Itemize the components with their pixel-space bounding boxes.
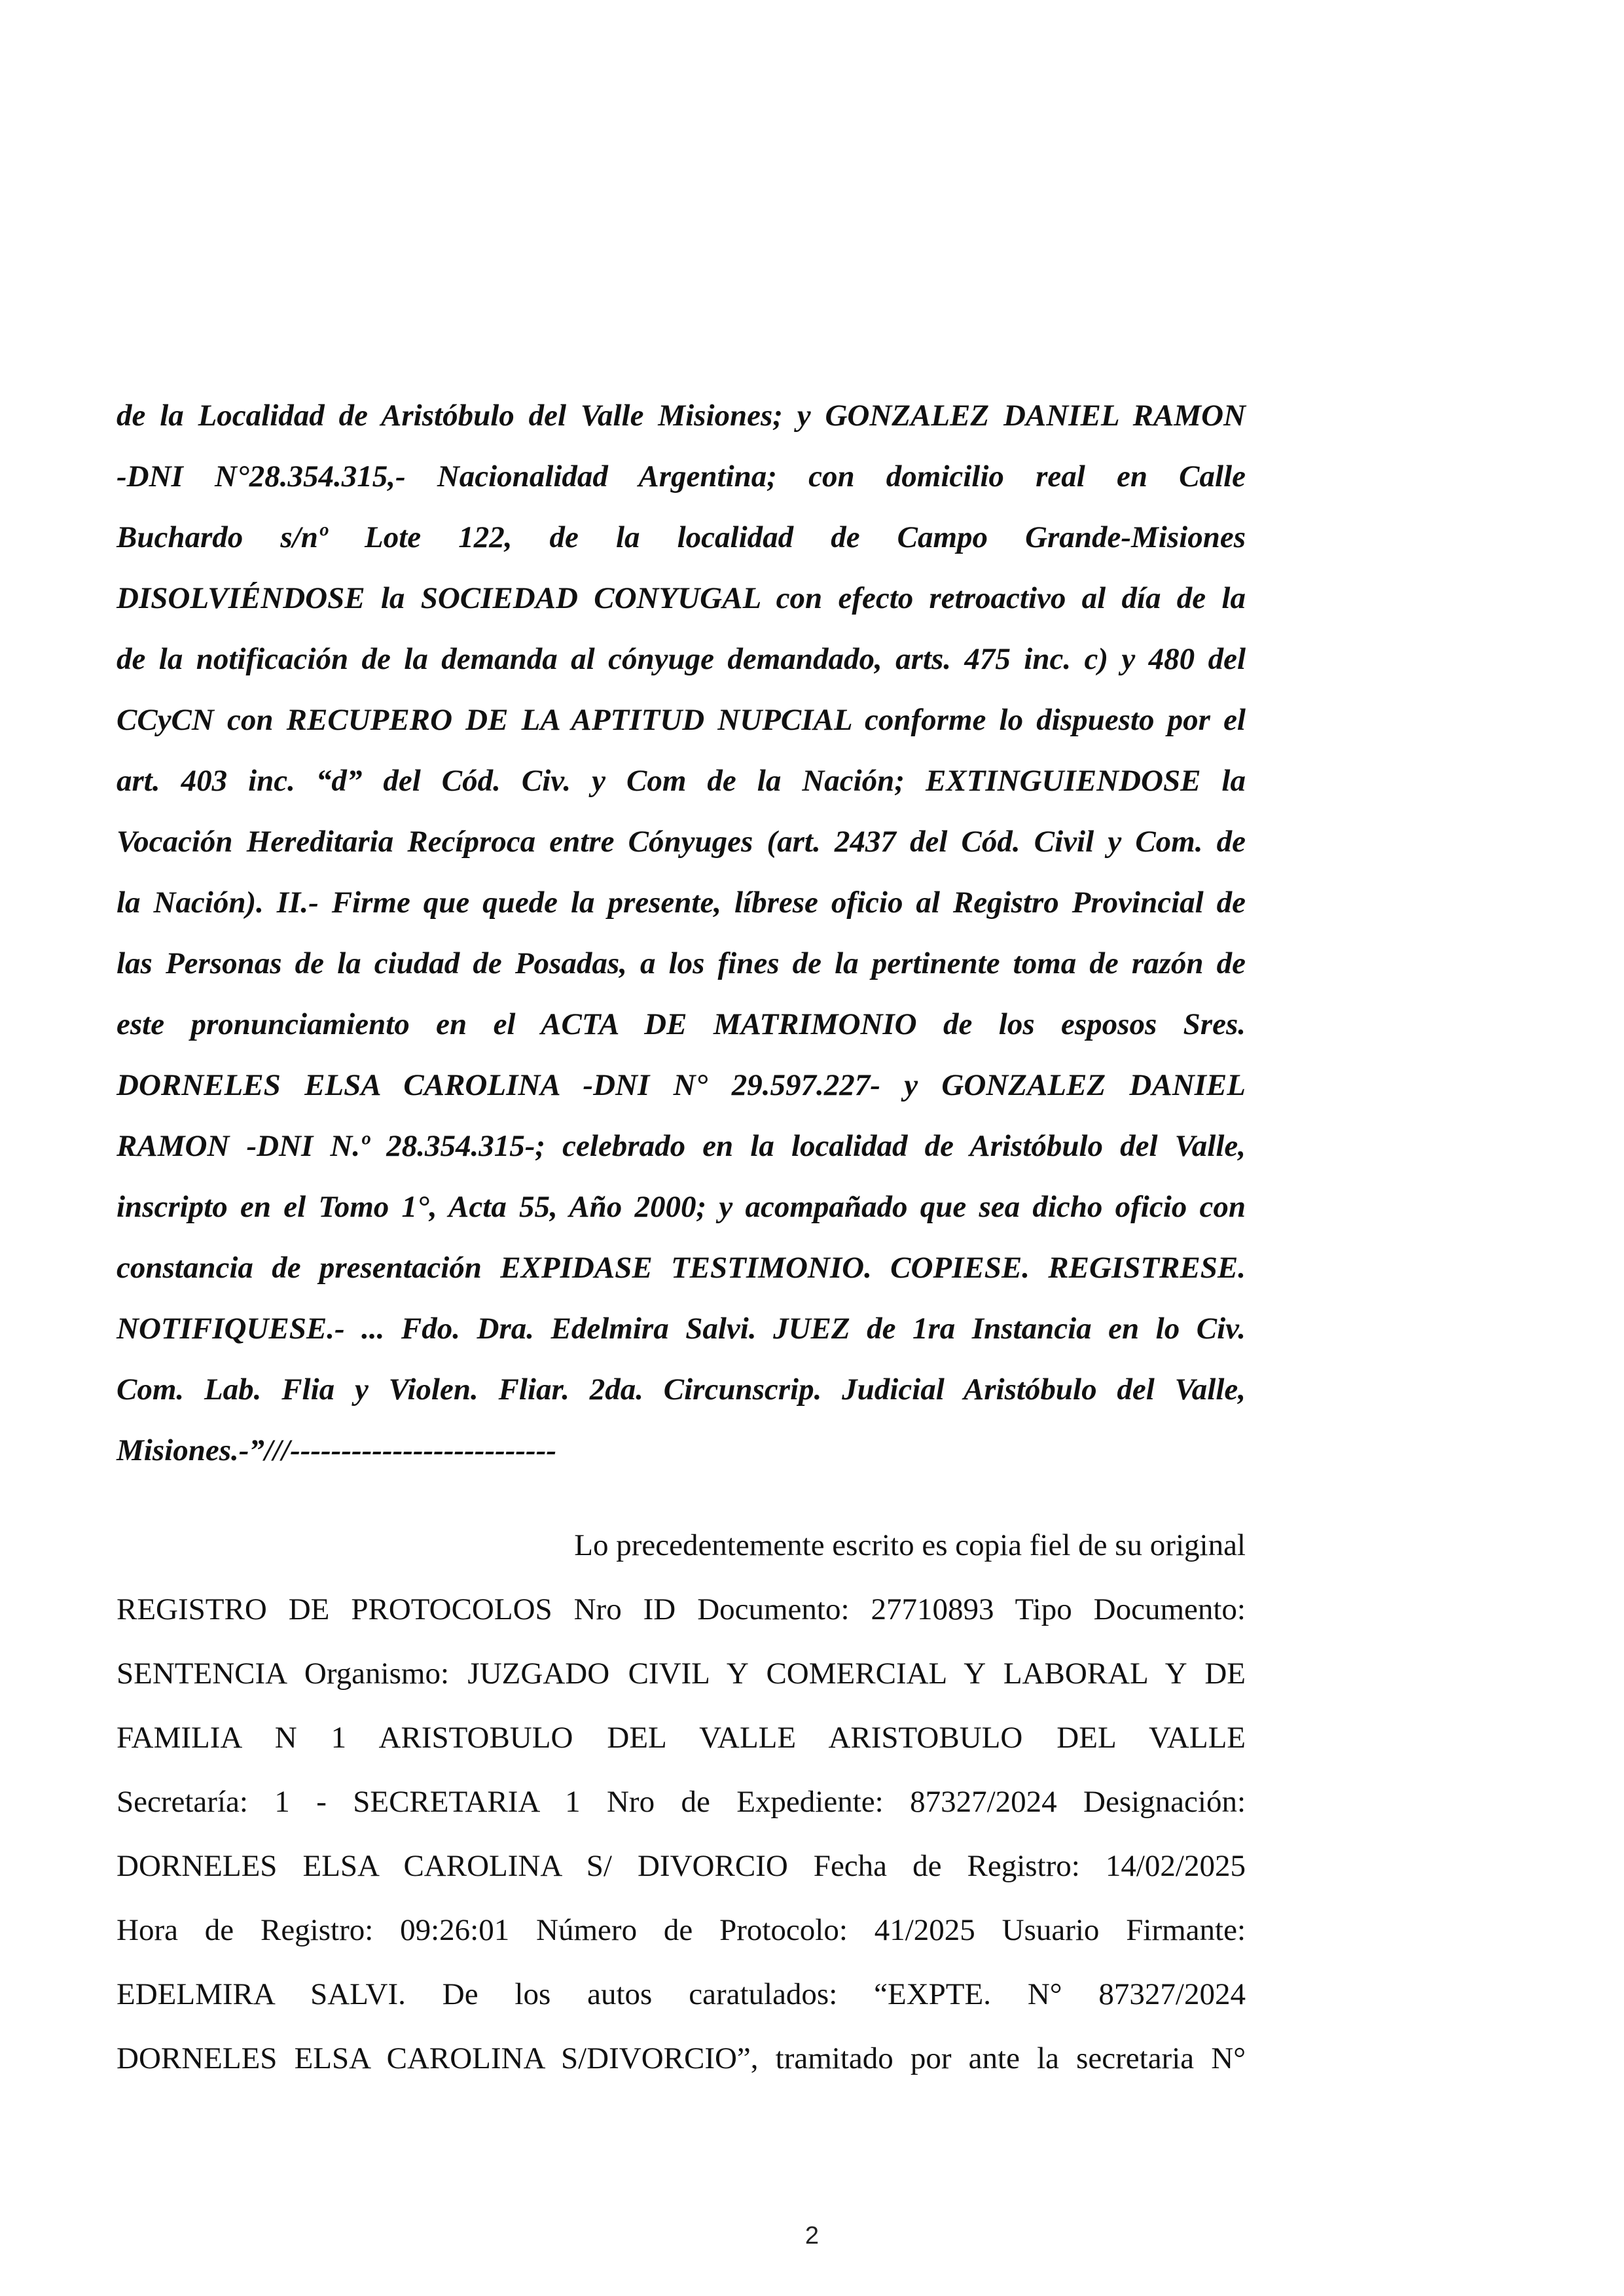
text-line: NOTIFIQUESE.- ... Fdo. Dra. Edelmira Salvi. JUEZ de 1ra Instancia en lo Civ. [117,1312,1246,1346]
text-line: este pronunciamiento en el ACTA DE MATRIMONIO de los esposos Sres. [117,1007,1246,1041]
text-line: Misiones.-”///-------------------------- [117,1433,556,1467]
text-line: EDELMIRA SALVI. De los autos caratulados: “EXPTE. N° 87327/2024 [117,1977,1246,2011]
text-line: de la notificación de la demanda al cónyuge demandado, arts. 475 inc. c) y 480 del [117,642,1246,676]
text-line: las Personas de la ciudad de Posadas, a los fines de la pertinente toma de razón de [117,946,1246,980]
text-line: CCyCN con RECUPERO DE LA APTITUD NUPCIAL conforme lo dispuesto por el [117,703,1246,737]
certification-line: Lo precedentemente escrito es copia fiel de su original [574,1528,1246,1562]
text-line: la Nación). II.- Firme que quede la presente, líbrese oficio al Registro Provincial de [117,886,1246,920]
text-line: art. 403 inc. “d” del Cód. Civ. y Com de la Nación; EXTINGUIENDOSE la [117,764,1246,798]
text-line: DORNELES ELSA CAROLINA -DNI N° 29.597.227- y GONZALEZ DANIEL [117,1068,1246,1102]
text-line: DISOLVIÉNDOSE la SOCIEDAD CONYUGAL con efecto retroactivo al día de la [117,581,1246,615]
text-line: Com. Lab. Flia y Violen. Fliar. 2da. Circunscrip. Judicial Aristóbulo del Valle, [117,1372,1246,1407]
text-line: de la Localidad de Aristóbulo del Valle Misiones; y GONZALEZ DANIEL RAMON [117,399,1246,433]
text-line: Hora de Registro: 09:26:01 Número de Protocolo: 41/2025 Usuario Firmante: [117,1913,1246,1947]
text-line: Secretaría: 1 - SECRETARIA 1 Nro de Expediente: 87327/2024 Designación: [117,1785,1246,1819]
text-line: Buchardo s/nº Lote 122, de la localidad de Campo Grande-Misiones [117,520,1246,554]
text-line: REGISTRO DE PROTOCOLOS Nro ID Documento: 27710893 Tipo Documento: [117,1592,1246,1626]
text-line: inscripto en el Tomo 1°, Acta 55, Año 2000; y acompañado que sea dicho oficio con [117,1190,1246,1224]
text-line: -DNI N°28.354.315,- Nacionalidad Argentina; con domicilio real en Calle [117,459,1246,493]
text-line: FAMILIA N 1 ARISTOBULO DEL VALLE ARISTOBULO DEL VALLE [117,1721,1246,1755]
text-line: Vocación Hereditaria Recíproca entre Cónyuges (art. 2437 del Cód. Civil y Com. de [117,825,1246,859]
text-line: constancia de presentación EXPIDASE TESTIMONIO. COPIESE. REGISTRESE. [117,1251,1246,1285]
text-line: RAMON -DNI N.º 28.354.315-; celebrado en la localidad de Aristóbulo del Valle, [117,1129,1246,1163]
text-line: DORNELES ELSA CAROLINA S/DIVORCIO”, tramitado por ante la secretaria N° [117,2041,1246,2075]
page-number: 2 [804,2222,820,2250]
text-line: SENTENCIA Organismo: JUZGADO CIVIL Y COMERCIAL Y LABORAL Y DE [117,1657,1246,1691]
text-line: DORNELES ELSA CAROLINA S/ DIVORCIO Fecha de Registro: 14/02/2025 [117,1849,1246,1883]
